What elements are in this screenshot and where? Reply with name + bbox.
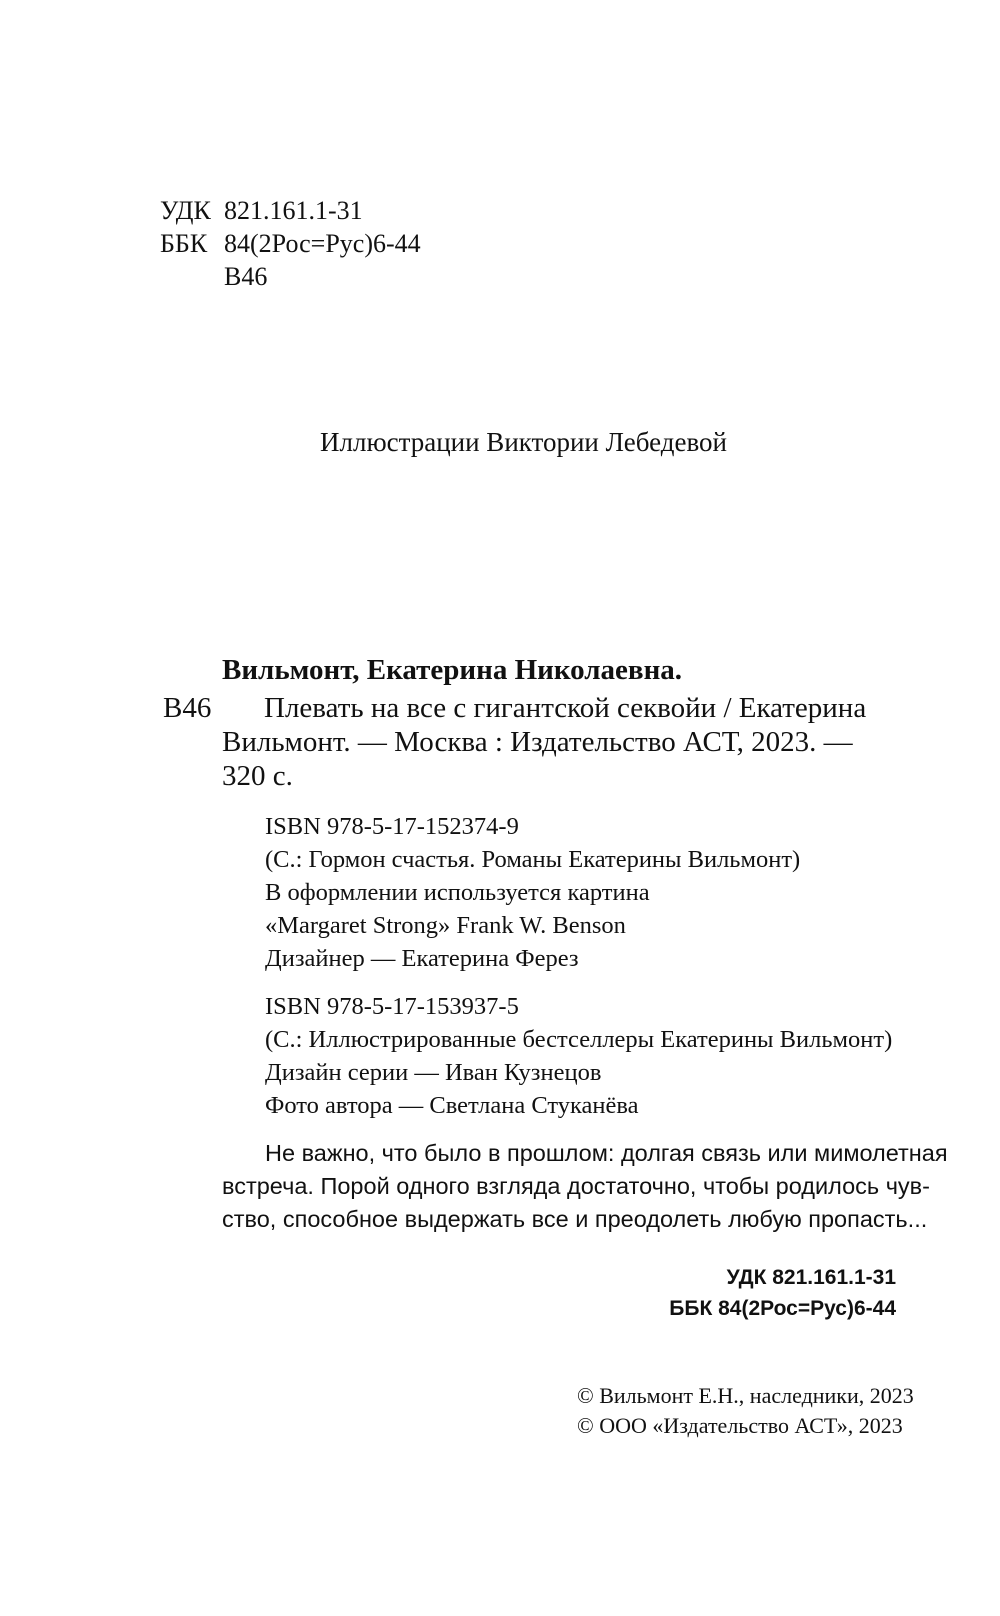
- author-mark-record: В46: [163, 692, 212, 724]
- bbk-bottom: ББК 84(2Рос=Рус)6-44: [669, 1297, 896, 1320]
- series-1: (С.: Гормон счастья. Романы Екатерины Вильмонт): [265, 846, 801, 873]
- bbk-value: 84(2Рос=Рус)6-44: [224, 229, 421, 258]
- isbn-2: ISBN 978-5-17-153937-5: [265, 993, 519, 1020]
- annotation-line-2: встреча. Порой одного взгляда достаточно, чтобы родилось чув-: [222, 1173, 930, 1199]
- isbn-1: ISBN 978-5-17-152374-9: [265, 813, 519, 840]
- udk-value: 821.161.1-31: [224, 196, 363, 225]
- title-line-2: Вильмонт. — Москва : Издательство АСТ, 2023. —: [222, 726, 853, 758]
- series-2: (С.: Иллюстрированные бестселлеры Екатерины Вильмонт): [265, 1026, 893, 1053]
- copyright-publisher: © ООО «Издательство АСТ», 2023: [577, 1413, 903, 1438]
- illustrations-credit: Иллюстрации Виктории Лебедевой: [320, 427, 727, 457]
- note-2-2: Фото автора — Светлана Стуканёва: [265, 1092, 639, 1119]
- copyright-author: © Вильмонт Е.Н., наследники, 2023: [577, 1383, 914, 1408]
- annotation-line-3: ство, способное выдержать все и преодолеть любую пропасть...: [222, 1206, 928, 1232]
- title-line-1: Плевать на все с гигантской секвойи / Екатерина: [264, 692, 867, 724]
- bbk-label: ББК: [160, 229, 208, 258]
- author-mark-top: В46: [224, 262, 268, 291]
- udk-label: УДК: [160, 196, 211, 225]
- bbk-top-line: [160, 231, 421, 257]
- udk-top-line: [160, 198, 363, 224]
- author-heading: Вильмонт, Екатерина Николаевна.: [222, 654, 683, 686]
- note-1-3: Дизайнер — Екатерина Ферез: [265, 945, 579, 972]
- note-1-1: В оформлении используется картина: [265, 879, 650, 906]
- note-2-1: Дизайн серии — Иван Кузнецов: [265, 1059, 602, 1086]
- note-1-2: «Margaret Strong» Frank W. Benson: [265, 912, 626, 939]
- title-line-3: 320 с.: [222, 760, 293, 792]
- udk-bottom: УДК 821.161.1-31: [726, 1266, 896, 1289]
- annotation-line-1: Не важно, что было в прошлом: долгая связь или мимолетная: [265, 1140, 948, 1166]
